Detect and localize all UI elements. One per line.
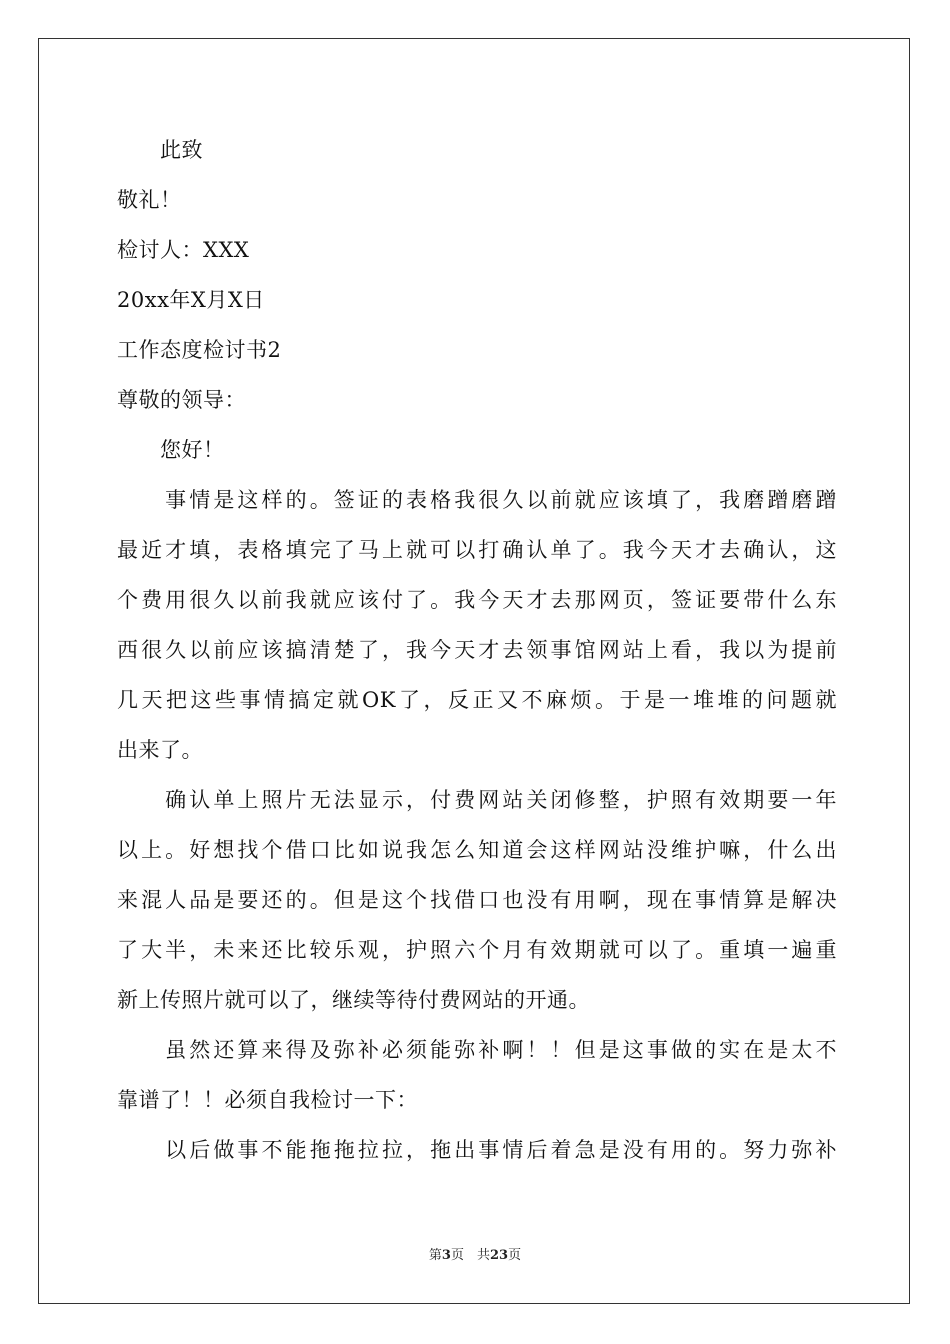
paragraph-line: 几天把这些事情搞定就OK了，反正又不麻烦。于是一堆堆的问题就 bbox=[117, 688, 837, 712]
paragraph-line: 确认单上照片无法显示，付费网站关闭修整，护照有效期要一年 bbox=[117, 788, 837, 812]
date-line: 20xx年X月X日 bbox=[117, 288, 265, 312]
page-prefix: 第 bbox=[428, 1248, 442, 1263]
closing-line: 此致 bbox=[117, 138, 203, 162]
page-total: 23 bbox=[489, 1248, 509, 1263]
section-title: 工作态度检讨书2 bbox=[117, 338, 282, 362]
paragraph-line: 个费用很久以前我就应该付了。我今天才去那网页，签证要带什么东 bbox=[117, 588, 837, 612]
paragraph-line: 事情是这样的。签证的表格我很久以前就应该填了，我磨蹭磨蹭 bbox=[117, 488, 837, 512]
paragraph-line: 最近才填，表格填完了马上就可以打确认单了。我今天才去确认，这 bbox=[117, 538, 837, 562]
paragraph-line: 靠谱了！！必须自我检讨一下： bbox=[117, 1088, 418, 1112]
paragraph-line: 以后做事不能拖拖拉拉，拖出事情后着急是没有用的。努力弥补 bbox=[117, 1138, 837, 1162]
paragraph-line: 西很久以前应该搞清楚了，我今天才去领事馆网站上看，我以为提前 bbox=[117, 638, 837, 662]
paragraph-line: 了大半，未来还比较乐观，护照六个月有效期就可以了。重填一遍重 bbox=[117, 938, 837, 962]
greeting-recipient: 尊敬的领导： bbox=[117, 388, 246, 412]
author-line: 检讨人：XXX bbox=[117, 238, 250, 262]
paragraph-line: 以上。好想找个借口比如说我怎么知道会这样网站没维护嘛，什么出 bbox=[117, 838, 837, 862]
paragraph-line: 来混人品是要还的。但是这个找借口也没有用啊，现在事情算是解决 bbox=[117, 888, 837, 912]
salutation-line: 敬礼！ bbox=[117, 188, 182, 212]
paragraph-line: 虽然还算来得及弥补必须能弥补啊！！但是这事做的实在是太不 bbox=[117, 1038, 837, 1062]
page-current: 3 bbox=[441, 1248, 451, 1263]
page-border bbox=[38, 38, 910, 1304]
paragraph-line: 出来了。 bbox=[117, 738, 203, 762]
paragraph-line: 新上传照片就可以了，继续等待付费网站的开通。 bbox=[117, 988, 590, 1012]
page-footer bbox=[0, 1247, 950, 1265]
page-suffix: 页 bbox=[508, 1248, 522, 1263]
page-mid: 页 共 bbox=[450, 1248, 490, 1263]
greeting-line: 您好！ bbox=[117, 438, 225, 462]
